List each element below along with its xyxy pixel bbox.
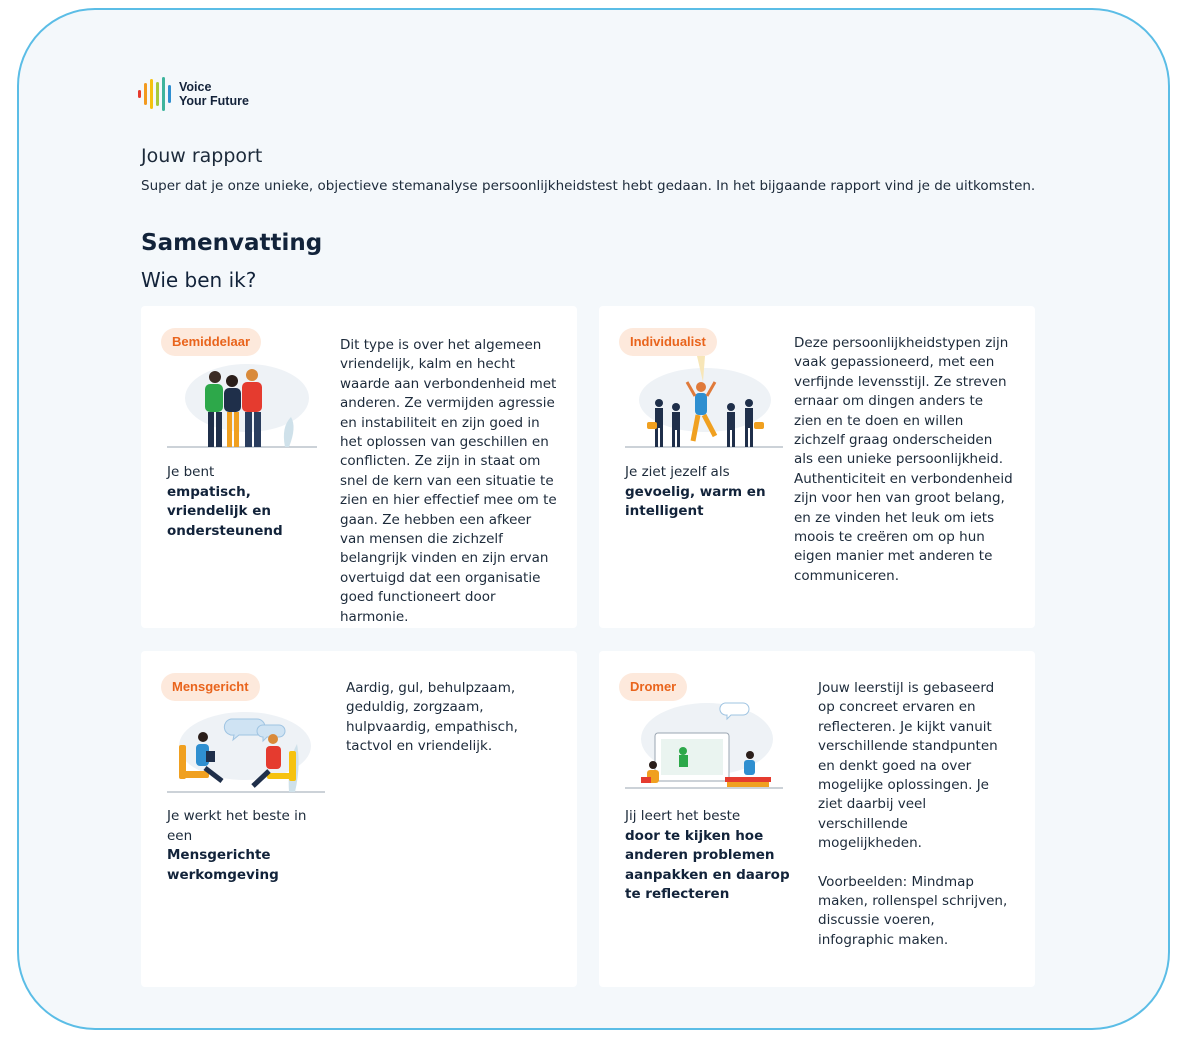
card-lead	[167, 463, 332, 541]
card-description: Aardig, gul, behulpzaam, geduldig, zorgzaam, hulpvaardig, empathisch, tactvol en vriendelijk.	[346, 680, 518, 755]
brand-logo[interactable]	[138, 77, 249, 111]
lead-text: Je werkt het beste in een	[167, 808, 307, 844]
card-lead	[625, 463, 790, 522]
card-individualist	[599, 306, 1035, 628]
summary-title: Samenvatting	[141, 230, 323, 256]
report-title: Jouw rapport	[141, 145, 263, 167]
brand-name	[179, 80, 249, 108]
lead-highlight: gevoelig, warm en intelligent	[625, 483, 766, 519]
brand-line-2: Your Future	[179, 94, 249, 108]
examples-text: Voorbeelden: Mindmap maken, rollenspel schrijven, discussie voeren, infographic maken.	[818, 873, 1008, 948]
report-intro: Super dat je onze unieke, objectieve stemanalyse persoonlijkheidstest hebt gedaan. In het bijgaande rapport vind je de uitkomsten.	[141, 178, 1036, 194]
type-badge: Mensgericht	[161, 673, 260, 701]
card-mensgericht	[141, 651, 577, 987]
type-badge: Bemiddelaar	[161, 328, 261, 356]
soundwave-icon	[138, 77, 171, 111]
card-dromer	[599, 651, 1035, 987]
lead-highlight: door te kijken hoe anderen problemen aanpakken en daarop te reflecteren	[625, 827, 790, 902]
lead-text: Je bent	[167, 464, 215, 480]
conversation-illustration-icon	[167, 701, 325, 796]
card-lead	[167, 807, 317, 885]
card-description	[818, 679, 1014, 950]
people-group-illustration-icon	[167, 356, 317, 451]
lead-text: Je ziet jezelf als	[625, 464, 730, 480]
card-bemiddelaar	[141, 306, 577, 628]
card-description: Dit type is over het algemeen vriendelijk, kalm en hecht waarde aan verbondenheid met anderen. Ze vermijden agressie en instabiliteit en zijn goed in het oplossen van geschillen en conflicten. Ze zijn in staat om snel de kern van een situatie te zien en hier effectief mee om te gaan. Ze hebben een afkeer van mensen die zichzelf belangrijk vinden en zijn ervan overtuigd dat een organisatie goed functioneert door harmonie.	[340, 337, 557, 625]
type-badge: Dromer	[619, 673, 687, 701]
who-am-i-title: Wie ben ik?	[141, 268, 257, 292]
lead-highlight: Mensgerichte werkomgeving	[167, 847, 279, 883]
brand-line-1: Voice	[179, 80, 212, 94]
card-description: Deze persoonlijkheidstypen zijn vaak gepassioneerd, met een verfijnde levensstijl. Ze streven ernaar om dingen anders te zien en te doen en willen zichzelf graag onderscheiden als een unieke persoonlijkheid. Authenticiteit en verbondenheid zijn voor hen van groot belang, en ze vinden het leuk om iets moois te creëren om op hun eigen manier met anderen te communiceren.	[794, 335, 1013, 584]
type-badge: Individualist	[619, 328, 717, 356]
celebrating-person-illustration-icon	[625, 356, 783, 451]
lead-highlight: empatisch, vriendelijk en ondersteunend	[167, 483, 283, 539]
card-lead	[625, 807, 803, 905]
lead-text: Jij leert het beste	[625, 808, 741, 824]
learning-illustration-icon	[625, 697, 783, 792]
learning-style-text: Jouw leerstijl is gebaseerd op concreet ervaren en reflecteren. Je kijkt vanuit verschillende standpunten en denkt goed na over mogelijke oplossingen. Je ziet daarbij veel verschillende mogelijkheden.	[818, 680, 998, 852]
